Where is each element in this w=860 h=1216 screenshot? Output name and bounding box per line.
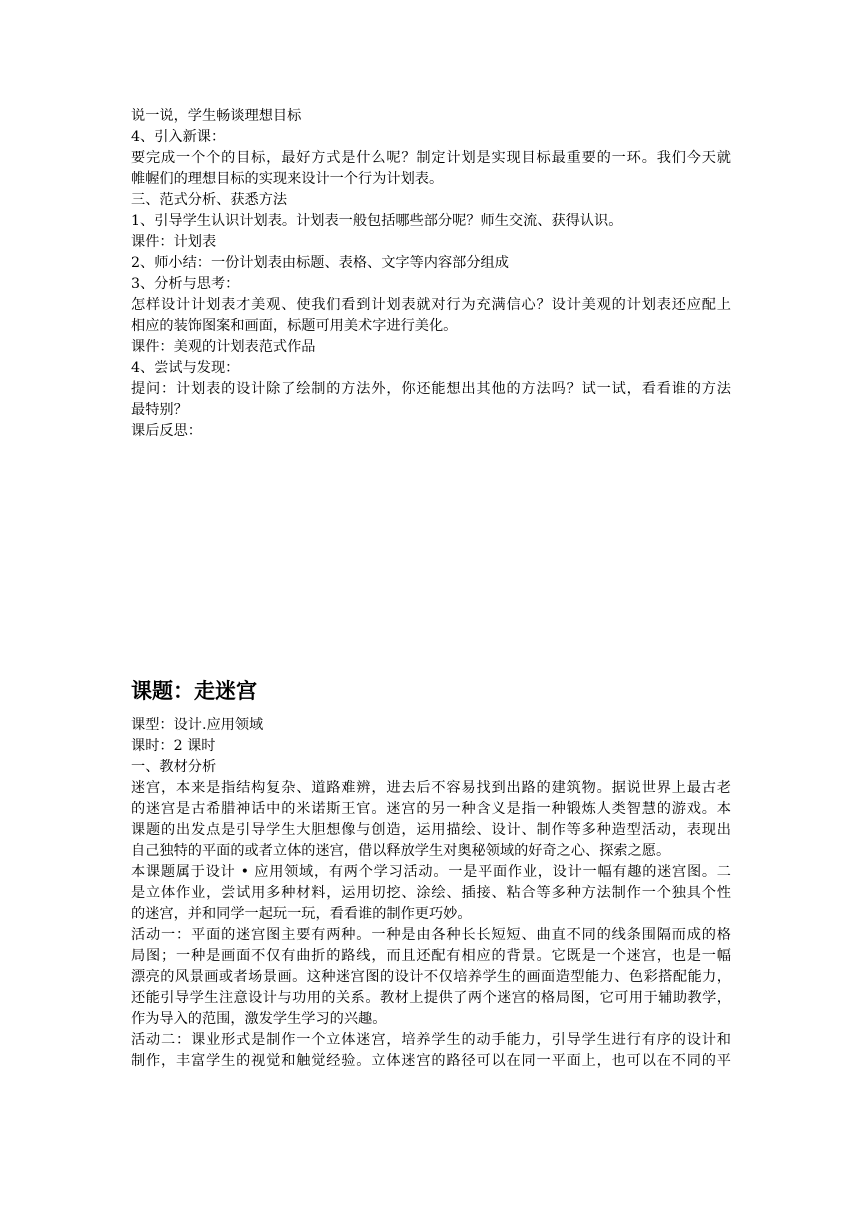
text-line: 最特别？ [131,402,188,418]
text-line: 漂亮的风景画或者场景画。这种迷宫图的设计不仅培养学生的画面造型能力、色彩搭配能力， [131,969,731,985]
text-line: 怎样设计计划表才美观、使我们看到计划表就对行为充满信心？设计美观的计划表还应配上 [131,297,731,313]
text-line: 的迷宫，并和同学一起玩一玩，看看谁的制作更巧妙。 [131,906,472,922]
text-line: 课件：计划表 [131,234,217,250]
text-line: 课题的出发点是引导学生大胆想像与创造，运用描绘、设计、制作等多种造型活动，表现出 [131,822,731,838]
text-line: 三、范式分析、获悉方法 [131,192,288,208]
lesson-title: 课题：走迷宫 [131,678,257,703]
text-line: 迷宫，本来是指结构复杂、道路难辨，进去后不容易找到出路的建筑物。据说世界上最古老 [131,780,731,796]
text-line: 还能引导学生注意设计与功用的关系。教材上提供了两个迷宫的格局图，它可用于辅助教学， [131,990,731,1006]
section-lesson-plan-continued [131,106,731,442]
text-line: 4、尝试与发现： [131,360,240,376]
text-line: 提问：计划表的设计除了绘制的方法外，你还能想出其他的方法吗？试一试，看看谁的方法 [131,381,731,397]
text-line: 课后反思： [131,423,202,439]
text-line: 课件：美观的计划表范式作品 [131,339,316,355]
text-line: 课型：设计.应用领域 [131,717,264,733]
text-line: 4、引入新课： [131,129,226,145]
text-line: 本课题属于设计 • 应用领域，有两个学习活动。一是平面作业，设计一幅有趣的迷宫图。二 [131,864,731,880]
text-line: 作为导入的范围，激发学生学习的兴趣。 [131,1011,387,1027]
text-line: 活动一：平面的迷宫图主要有两种。一种是由各种长长短短、曲直不同的线条围隔而成的格 [131,927,731,943]
text-line: 相应的装饰图案和画面，标题可用美术字进行美化。 [131,318,458,334]
text-line: 帷幄们的理想目标的实现来设计一个行为计划表。 [131,171,444,187]
text-line: 制作，丰富学生的视觉和触觉经验。立体迷宫的路径可以在同一平面上，也可以在不同的平 [131,1053,731,1069]
text-line: 说一说，学生畅谈理想目标 [131,108,302,124]
text-line: 活动二：课业形式是制作一个立体迷宫，培养学生的动手能力，引导学生进行有序的设计和 [131,1032,731,1048]
text-line: 局图；一种是画面不仅有曲折的路线，而且还配有相应的背景。它既是一个迷宫，也是一幅 [131,948,731,964]
text-line: 3、分析与思考： [131,276,240,292]
text-line: 1、引导学生认识计划表。计划表一般包括哪些部分呢？师生交流、获得认识。 [131,213,623,229]
text-line: 2、师小结：一份计划表由标题、表格、文字等内容部分组成 [131,255,509,271]
text-line: 的迷宫是古希腊神话中的米诺斯王官。迷宫的另一种含义是指一种锻炼人类智慧的游戏。本 [131,801,731,817]
text-line: 是立体作业，尝试用多种材料，运用切挖、涂绘、插接、粘合等多种方法制作一个独具个性 [131,885,731,901]
text-line: 自己独特的平面的或者立体的迷宫，借以释放学生对奥秘领域的好奇之心、探索之愿。 [131,843,671,859]
text-line: 一、教材分析 [131,759,217,775]
text-line: 课时：2 课时 [131,738,216,754]
text-line: 要完成一个个的目标，最好方式是什么呢？制定计划是实现目标最重要的一环。我们今天就 [131,150,731,166]
section-maze-lesson [131,715,731,1072]
